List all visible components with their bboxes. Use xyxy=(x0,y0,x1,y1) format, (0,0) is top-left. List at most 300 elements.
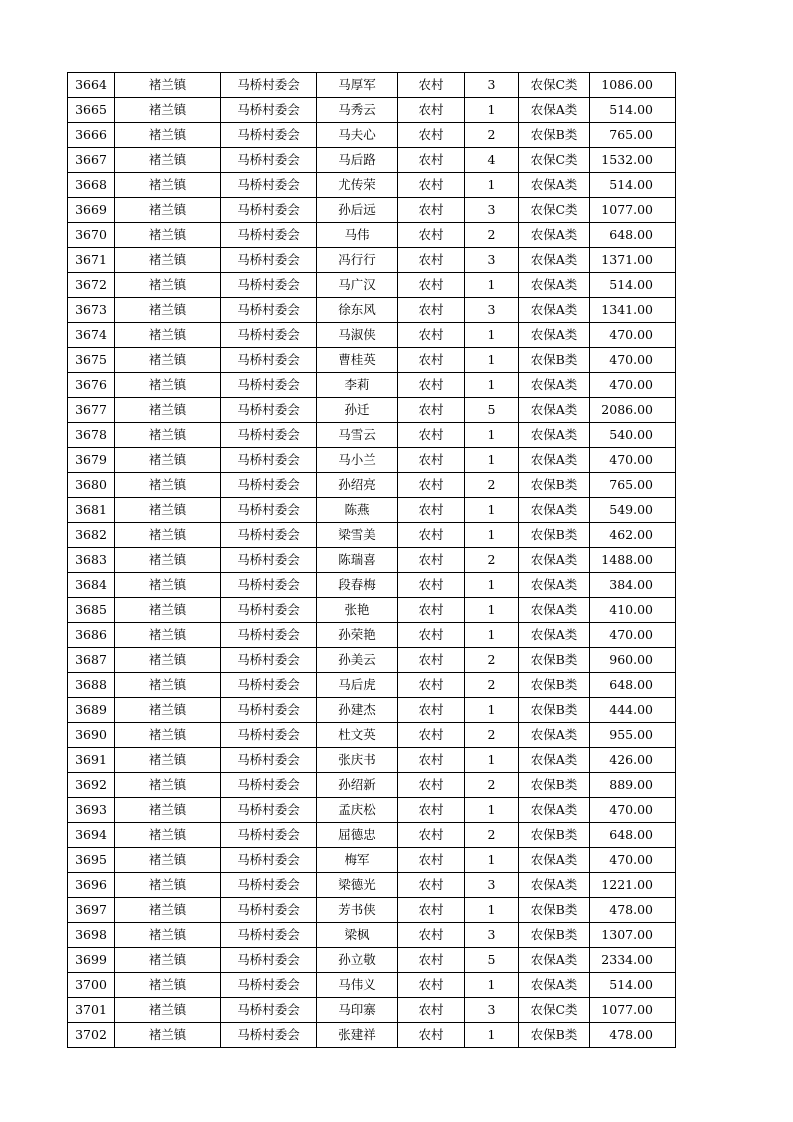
row-number-cell: 3683 xyxy=(68,548,115,573)
household-type-cell: 农村 xyxy=(398,573,465,598)
category-cell: 农保A类 xyxy=(519,798,590,823)
member-count-cell: 5 xyxy=(465,948,519,973)
household-type-cell: 农村 xyxy=(398,73,465,98)
member-count-cell: 2 xyxy=(465,673,519,698)
township-cell: 褚兰镇 xyxy=(115,173,221,198)
name-cell: 马广汉 xyxy=(317,273,398,298)
row-number-cell: 3679 xyxy=(68,448,115,473)
village-committee-cell: 马桥村委会 xyxy=(221,598,317,623)
amount-cell: 514.00 xyxy=(590,273,676,298)
row-number-cell: 3698 xyxy=(68,923,115,948)
name-cell: 屈德忠 xyxy=(317,823,398,848)
table-row xyxy=(68,798,676,823)
household-type-cell: 农村 xyxy=(398,598,465,623)
name-cell: 张建祥 xyxy=(317,1023,398,1048)
amount-cell: 470.00 xyxy=(590,848,676,873)
township-cell: 褚兰镇 xyxy=(115,248,221,273)
village-committee-cell: 马桥村委会 xyxy=(221,823,317,848)
township-cell: 褚兰镇 xyxy=(115,598,221,623)
name-cell: 冯行行 xyxy=(317,248,398,273)
member-count-cell: 2 xyxy=(465,548,519,573)
category-cell: 农保A类 xyxy=(519,748,590,773)
village-committee-cell: 马桥村委会 xyxy=(221,898,317,923)
household-type-cell: 农村 xyxy=(398,298,465,323)
township-cell: 褚兰镇 xyxy=(115,448,221,473)
township-cell: 褚兰镇 xyxy=(115,198,221,223)
household-type-cell: 农村 xyxy=(398,448,465,473)
amount-cell: 1371.00 xyxy=(590,248,676,273)
table-row xyxy=(68,673,676,698)
village-committee-cell: 马桥村委会 xyxy=(221,498,317,523)
township-cell: 褚兰镇 xyxy=(115,723,221,748)
row-number-cell: 3688 xyxy=(68,673,115,698)
village-committee-cell: 马桥村委会 xyxy=(221,1023,317,1048)
table-row xyxy=(68,73,676,98)
household-type-cell: 农村 xyxy=(398,798,465,823)
table-row xyxy=(68,173,676,198)
member-count-cell: 1 xyxy=(465,373,519,398)
household-type-cell: 农村 xyxy=(398,473,465,498)
table-row xyxy=(68,373,676,398)
name-cell: 马小兰 xyxy=(317,448,398,473)
name-cell: 梁雪美 xyxy=(317,523,398,548)
member-count-cell: 1 xyxy=(465,273,519,298)
category-cell: 农保A类 xyxy=(519,298,590,323)
name-cell: 孙荣艳 xyxy=(317,623,398,648)
household-type-cell: 农村 xyxy=(398,498,465,523)
township-cell: 褚兰镇 xyxy=(115,798,221,823)
table-row xyxy=(68,298,676,323)
household-type-cell: 农村 xyxy=(398,423,465,448)
household-type-cell: 农村 xyxy=(398,948,465,973)
amount-cell: 648.00 xyxy=(590,823,676,848)
village-committee-cell: 马桥村委会 xyxy=(221,798,317,823)
table-row xyxy=(68,973,676,998)
table-row xyxy=(68,98,676,123)
row-number-cell: 3671 xyxy=(68,248,115,273)
household-type-cell: 农村 xyxy=(398,823,465,848)
member-count-cell: 1 xyxy=(465,598,519,623)
village-committee-cell: 马桥村委会 xyxy=(221,848,317,873)
name-cell: 孙后远 xyxy=(317,198,398,223)
category-cell: 农保B类 xyxy=(519,348,590,373)
category-cell: 农保A类 xyxy=(519,398,590,423)
category-cell: 农保A类 xyxy=(519,548,590,573)
row-number-cell: 3687 xyxy=(68,648,115,673)
member-count-cell: 1 xyxy=(465,523,519,548)
member-count-cell: 2 xyxy=(465,123,519,148)
member-count-cell: 1 xyxy=(465,498,519,523)
township-cell: 褚兰镇 xyxy=(115,573,221,598)
name-cell: 孟庆松 xyxy=(317,798,398,823)
name-cell: 马印寨 xyxy=(317,998,398,1023)
household-type-cell: 农村 xyxy=(398,198,465,223)
amount-cell: 1341.00 xyxy=(590,298,676,323)
household-type-cell: 农村 xyxy=(398,348,465,373)
member-count-cell: 1 xyxy=(465,448,519,473)
township-cell: 褚兰镇 xyxy=(115,948,221,973)
name-cell: 杜文英 xyxy=(317,723,398,748)
village-committee-cell: 马桥村委会 xyxy=(221,648,317,673)
household-type-cell: 农村 xyxy=(398,648,465,673)
village-committee-cell: 马桥村委会 xyxy=(221,448,317,473)
village-committee-cell: 马桥村委会 xyxy=(221,948,317,973)
amount-cell: 549.00 xyxy=(590,498,676,523)
member-count-cell: 3 xyxy=(465,998,519,1023)
name-cell: 马伟义 xyxy=(317,973,398,998)
member-count-cell: 1 xyxy=(465,98,519,123)
table-row xyxy=(68,723,676,748)
name-cell: 孙绍亮 xyxy=(317,473,398,498)
table-row xyxy=(68,873,676,898)
amount-cell: 648.00 xyxy=(590,223,676,248)
household-type-cell: 农村 xyxy=(398,923,465,948)
category-cell: 农保B类 xyxy=(519,898,590,923)
category-cell: 农保A类 xyxy=(519,448,590,473)
name-cell: 张庆书 xyxy=(317,748,398,773)
table-row xyxy=(68,923,676,948)
household-type-cell: 农村 xyxy=(398,698,465,723)
category-cell: 农保A类 xyxy=(519,323,590,348)
village-committee-cell: 马桥村委会 xyxy=(221,148,317,173)
row-number-cell: 3682 xyxy=(68,523,115,548)
name-cell: 梅军 xyxy=(317,848,398,873)
member-count-cell: 2 xyxy=(465,823,519,848)
table-row xyxy=(68,573,676,598)
township-cell: 褚兰镇 xyxy=(115,473,221,498)
village-committee-cell: 马桥村委会 xyxy=(221,473,317,498)
table-row xyxy=(68,648,676,673)
table-row xyxy=(68,548,676,573)
row-number-cell: 3691 xyxy=(68,748,115,773)
row-number-cell: 3677 xyxy=(68,398,115,423)
name-cell: 马厚军 xyxy=(317,73,398,98)
row-number-cell: 3676 xyxy=(68,373,115,398)
amount-cell: 960.00 xyxy=(590,648,676,673)
name-cell: 陈燕 xyxy=(317,498,398,523)
row-number-cell: 3673 xyxy=(68,298,115,323)
table-row xyxy=(68,273,676,298)
name-cell: 马伟 xyxy=(317,223,398,248)
member-count-cell: 1 xyxy=(465,798,519,823)
name-cell: 孙立敬 xyxy=(317,948,398,973)
township-cell: 褚兰镇 xyxy=(115,873,221,898)
township-cell: 褚兰镇 xyxy=(115,523,221,548)
member-count-cell: 3 xyxy=(465,73,519,98)
category-cell: 农保A类 xyxy=(519,848,590,873)
row-number-cell: 3690 xyxy=(68,723,115,748)
amount-cell: 470.00 xyxy=(590,373,676,398)
row-number-cell: 3684 xyxy=(68,573,115,598)
row-number-cell: 3681 xyxy=(68,498,115,523)
category-cell: 农保A类 xyxy=(519,423,590,448)
member-count-cell: 2 xyxy=(465,648,519,673)
village-committee-cell: 马桥村委会 xyxy=(221,223,317,248)
table-row xyxy=(68,748,676,773)
member-count-cell: 1 xyxy=(465,1023,519,1048)
table-row xyxy=(68,523,676,548)
member-count-cell: 1 xyxy=(465,348,519,373)
row-number-cell: 3700 xyxy=(68,973,115,998)
household-type-cell: 农村 xyxy=(398,123,465,148)
row-number-cell: 3702 xyxy=(68,1023,115,1048)
name-cell: 马雪云 xyxy=(317,423,398,448)
category-cell: 农保A类 xyxy=(519,623,590,648)
village-committee-cell: 马桥村委会 xyxy=(221,523,317,548)
row-number-cell: 3675 xyxy=(68,348,115,373)
village-committee-cell: 马桥村委会 xyxy=(221,773,317,798)
beneficiary-table xyxy=(67,72,676,1048)
row-number-cell: 3674 xyxy=(68,323,115,348)
village-committee-cell: 马桥村委会 xyxy=(221,573,317,598)
name-cell: 尤传荣 xyxy=(317,173,398,198)
household-type-cell: 农村 xyxy=(398,1023,465,1048)
category-cell: 农保A类 xyxy=(519,273,590,298)
township-cell: 褚兰镇 xyxy=(115,73,221,98)
household-type-cell: 农村 xyxy=(398,273,465,298)
township-cell: 褚兰镇 xyxy=(115,648,221,673)
township-cell: 褚兰镇 xyxy=(115,348,221,373)
village-committee-cell: 马桥村委会 xyxy=(221,348,317,373)
table-row xyxy=(68,898,676,923)
township-cell: 褚兰镇 xyxy=(115,123,221,148)
member-count-cell: 3 xyxy=(465,248,519,273)
village-committee-cell: 马桥村委会 xyxy=(221,748,317,773)
township-cell: 褚兰镇 xyxy=(115,98,221,123)
township-cell: 褚兰镇 xyxy=(115,923,221,948)
table-body xyxy=(68,73,676,1048)
township-cell: 褚兰镇 xyxy=(115,623,221,648)
member-count-cell: 2 xyxy=(465,773,519,798)
township-cell: 褚兰镇 xyxy=(115,423,221,448)
category-cell: 农保B类 xyxy=(519,673,590,698)
member-count-cell: 1 xyxy=(465,323,519,348)
name-cell: 曹桂英 xyxy=(317,348,398,373)
household-type-cell: 农村 xyxy=(398,323,465,348)
name-cell: 马夫心 xyxy=(317,123,398,148)
row-number-cell: 3672 xyxy=(68,273,115,298)
category-cell: 农保A类 xyxy=(519,598,590,623)
household-type-cell: 农村 xyxy=(398,848,465,873)
amount-cell: 1307.00 xyxy=(590,923,676,948)
name-cell: 李莉 xyxy=(317,373,398,398)
table-row xyxy=(68,623,676,648)
household-type-cell: 农村 xyxy=(398,673,465,698)
name-cell: 马淑侠 xyxy=(317,323,398,348)
member-count-cell: 5 xyxy=(465,398,519,423)
member-count-cell: 3 xyxy=(465,923,519,948)
category-cell: 农保B类 xyxy=(519,823,590,848)
amount-cell: 765.00 xyxy=(590,473,676,498)
township-cell: 褚兰镇 xyxy=(115,548,221,573)
category-cell: 农保B类 xyxy=(519,523,590,548)
amount-cell: 1077.00 xyxy=(590,998,676,1023)
table-row xyxy=(68,348,676,373)
village-committee-cell: 马桥村委会 xyxy=(221,198,317,223)
category-cell: 农保C类 xyxy=(519,198,590,223)
village-committee-cell: 马桥村委会 xyxy=(221,723,317,748)
row-number-cell: 3667 xyxy=(68,148,115,173)
member-count-cell: 2 xyxy=(465,223,519,248)
household-type-cell: 农村 xyxy=(398,748,465,773)
category-cell: 农保B类 xyxy=(519,648,590,673)
village-committee-cell: 马桥村委会 xyxy=(221,298,317,323)
name-cell: 马后路 xyxy=(317,148,398,173)
township-cell: 褚兰镇 xyxy=(115,273,221,298)
township-cell: 褚兰镇 xyxy=(115,373,221,398)
name-cell: 马后虎 xyxy=(317,673,398,698)
amount-cell: 410.00 xyxy=(590,598,676,623)
village-committee-cell: 马桥村委会 xyxy=(221,998,317,1023)
member-count-cell: 3 xyxy=(465,198,519,223)
village-committee-cell: 马桥村委会 xyxy=(221,673,317,698)
table-row xyxy=(68,448,676,473)
household-type-cell: 农村 xyxy=(398,248,465,273)
household-type-cell: 农村 xyxy=(398,148,465,173)
amount-cell: 2334.00 xyxy=(590,948,676,973)
amount-cell: 514.00 xyxy=(590,98,676,123)
category-cell: 农保A类 xyxy=(519,248,590,273)
township-cell: 褚兰镇 xyxy=(115,973,221,998)
member-count-cell: 1 xyxy=(465,898,519,923)
village-committee-cell: 马桥村委会 xyxy=(221,173,317,198)
member-count-cell: 3 xyxy=(465,873,519,898)
category-cell: 农保B类 xyxy=(519,473,590,498)
name-cell: 马秀云 xyxy=(317,98,398,123)
name-cell: 徐东风 xyxy=(317,298,398,323)
amount-cell: 470.00 xyxy=(590,448,676,473)
household-type-cell: 农村 xyxy=(398,98,465,123)
name-cell: 孙绍新 xyxy=(317,773,398,798)
category-cell: 农保A类 xyxy=(519,948,590,973)
amount-cell: 2086.00 xyxy=(590,398,676,423)
row-number-cell: 3696 xyxy=(68,873,115,898)
name-cell: 梁德光 xyxy=(317,873,398,898)
village-committee-cell: 马桥村委会 xyxy=(221,123,317,148)
category-cell: 农保C类 xyxy=(519,998,590,1023)
row-number-cell: 3685 xyxy=(68,598,115,623)
row-number-cell: 3693 xyxy=(68,798,115,823)
row-number-cell: 3694 xyxy=(68,823,115,848)
amount-cell: 470.00 xyxy=(590,798,676,823)
category-cell: 农保A类 xyxy=(519,173,590,198)
member-count-cell: 1 xyxy=(465,848,519,873)
category-cell: 农保A类 xyxy=(519,973,590,998)
village-committee-cell: 马桥村委会 xyxy=(221,273,317,298)
village-committee-cell: 马桥村委会 xyxy=(221,973,317,998)
row-number-cell: 3664 xyxy=(68,73,115,98)
household-type-cell: 农村 xyxy=(398,623,465,648)
table-row xyxy=(68,323,676,348)
amount-cell: 478.00 xyxy=(590,898,676,923)
township-cell: 褚兰镇 xyxy=(115,698,221,723)
row-number-cell: 3668 xyxy=(68,173,115,198)
household-type-cell: 农村 xyxy=(398,998,465,1023)
category-cell: 农保A类 xyxy=(519,573,590,598)
township-cell: 褚兰镇 xyxy=(115,673,221,698)
village-committee-cell: 马桥村委会 xyxy=(221,623,317,648)
table-row xyxy=(68,123,676,148)
row-number-cell: 3701 xyxy=(68,998,115,1023)
category-cell: 农保A类 xyxy=(519,373,590,398)
category-cell: 农保A类 xyxy=(519,98,590,123)
household-type-cell: 农村 xyxy=(398,898,465,923)
village-committee-cell: 马桥村委会 xyxy=(221,248,317,273)
amount-cell: 1488.00 xyxy=(590,548,676,573)
township-cell: 褚兰镇 xyxy=(115,298,221,323)
member-count-cell: 2 xyxy=(465,723,519,748)
household-type-cell: 农村 xyxy=(398,523,465,548)
table-row xyxy=(68,1023,676,1048)
row-number-cell: 3692 xyxy=(68,773,115,798)
row-number-cell: 3689 xyxy=(68,698,115,723)
amount-cell: 648.00 xyxy=(590,673,676,698)
household-type-cell: 农村 xyxy=(398,548,465,573)
table-row xyxy=(68,848,676,873)
name-cell: 孙美云 xyxy=(317,648,398,673)
amount-cell: 514.00 xyxy=(590,173,676,198)
table-row xyxy=(68,148,676,173)
village-committee-cell: 马桥村委会 xyxy=(221,548,317,573)
table-row xyxy=(68,398,676,423)
amount-cell: 426.00 xyxy=(590,748,676,773)
table-row xyxy=(68,773,676,798)
category-cell: 农保A类 xyxy=(519,223,590,248)
row-number-cell: 3670 xyxy=(68,223,115,248)
amount-cell: 1532.00 xyxy=(590,148,676,173)
amount-cell: 540.00 xyxy=(590,423,676,448)
category-cell: 农保A类 xyxy=(519,498,590,523)
amount-cell: 444.00 xyxy=(590,698,676,723)
category-cell: 农保B类 xyxy=(519,1023,590,1048)
township-cell: 褚兰镇 xyxy=(115,823,221,848)
table-row xyxy=(68,598,676,623)
township-cell: 褚兰镇 xyxy=(115,773,221,798)
township-cell: 褚兰镇 xyxy=(115,848,221,873)
name-cell: 孙迁 xyxy=(317,398,398,423)
category-cell: 农保C类 xyxy=(519,73,590,98)
category-cell: 农保A类 xyxy=(519,873,590,898)
category-cell: 农保B类 xyxy=(519,123,590,148)
amount-cell: 1077.00 xyxy=(590,198,676,223)
member-count-cell: 3 xyxy=(465,298,519,323)
row-number-cell: 3666 xyxy=(68,123,115,148)
amount-cell: 470.00 xyxy=(590,623,676,648)
member-count-cell: 2 xyxy=(465,473,519,498)
table-row xyxy=(68,248,676,273)
category-cell: 农保A类 xyxy=(519,723,590,748)
category-cell: 农保B类 xyxy=(519,698,590,723)
member-count-cell: 1 xyxy=(465,623,519,648)
township-cell: 褚兰镇 xyxy=(115,748,221,773)
village-committee-cell: 马桥村委会 xyxy=(221,323,317,348)
village-committee-cell: 马桥村委会 xyxy=(221,923,317,948)
amount-cell: 470.00 xyxy=(590,348,676,373)
name-cell: 张艳 xyxy=(317,598,398,623)
township-cell: 褚兰镇 xyxy=(115,323,221,348)
category-cell: 农保B类 xyxy=(519,923,590,948)
village-committee-cell: 马桥村委会 xyxy=(221,373,317,398)
township-cell: 褚兰镇 xyxy=(115,1023,221,1048)
household-type-cell: 农村 xyxy=(398,973,465,998)
row-number-cell: 3665 xyxy=(68,98,115,123)
row-number-cell: 3669 xyxy=(68,198,115,223)
amount-cell: 470.00 xyxy=(590,323,676,348)
name-cell: 孙建杰 xyxy=(317,698,398,723)
household-type-cell: 农村 xyxy=(398,398,465,423)
amount-cell: 478.00 xyxy=(590,1023,676,1048)
category-cell: 农保C类 xyxy=(519,148,590,173)
